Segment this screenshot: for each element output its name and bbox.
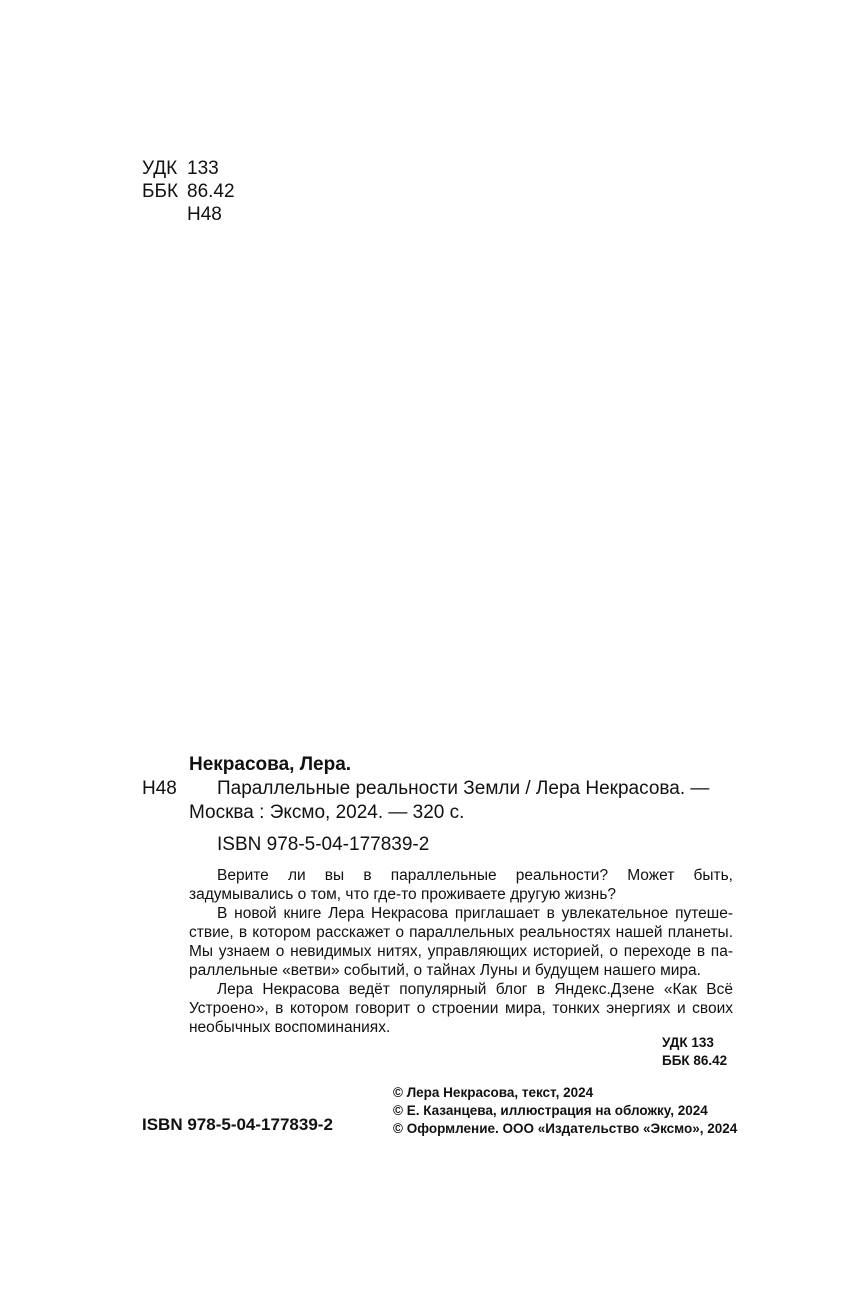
bottom-classification (662, 1034, 727, 1070)
bbk-label: ББК (142, 181, 179, 202)
top-classification (142, 157, 235, 226)
bottom-udk: УДК 133 (662, 1035, 714, 1050)
udk-row (142, 157, 235, 180)
catalog-title-line2: Москва : Эксмо, 2024. — 320 с. (189, 802, 465, 823)
annotation (189, 866, 733, 1037)
bottom-isbn: ISBN 978-5-04-177839-2 (142, 1115, 333, 1134)
copyright-line-3: © Оформление. ООО «Издательство «Эксмо», 2024 (393, 1121, 738, 1136)
bbk-row (142, 180, 235, 203)
copyright-line-2: © Е. Казанцева, иллюстрация на обложку, 2024 (393, 1103, 708, 1118)
bbk-value: 86.42 (187, 181, 235, 202)
author-mark: Н48 (187, 204, 222, 225)
catalog-author-mark: Н48 (142, 778, 177, 799)
udk-value: 133 (187, 158, 219, 179)
annotation-paragraph-1: Верите ли вы в параллельные реальности? Может быть, задумывались о том, что где-то проживаете другую жизнь? (189, 867, 733, 903)
copyright-block (393, 1084, 737, 1138)
annotation-paragraph-3: Лера Некрасова ведёт популярный блог в Яндекс.Дзене «Как Всё Устроено», в котором говорит о строении мира, тонких энергиях и своих необычных воспоминаниях. (189, 981, 733, 1036)
author-heading: Некрасова, Лера. (189, 754, 352, 775)
annotation-paragraph-2: В новой книге Лера Некрасова приглашает в увлекательное путешествие, в котором расскажет о параллельных реальностях нашей планеты. Мы узнаем о невидимых нитях, управляющих историей, о переходе в параллельные «ветви» событий, о тайнах Луны и будущем нашего мира. (189, 905, 733, 979)
author-mark-row (142, 203, 235, 226)
catalog-title-line1: Параллельные реальности Земли / Лера Некрасова. — (217, 778, 710, 799)
bottom-bbk: ББК 86.42 (662, 1053, 728, 1068)
catalog-isbn: ISBN 978-5-04-177839-2 (217, 834, 430, 855)
copyright-line-1: © Лера Некрасова, текст, 2024 (393, 1085, 594, 1100)
udk-label: УДК (142, 158, 178, 179)
